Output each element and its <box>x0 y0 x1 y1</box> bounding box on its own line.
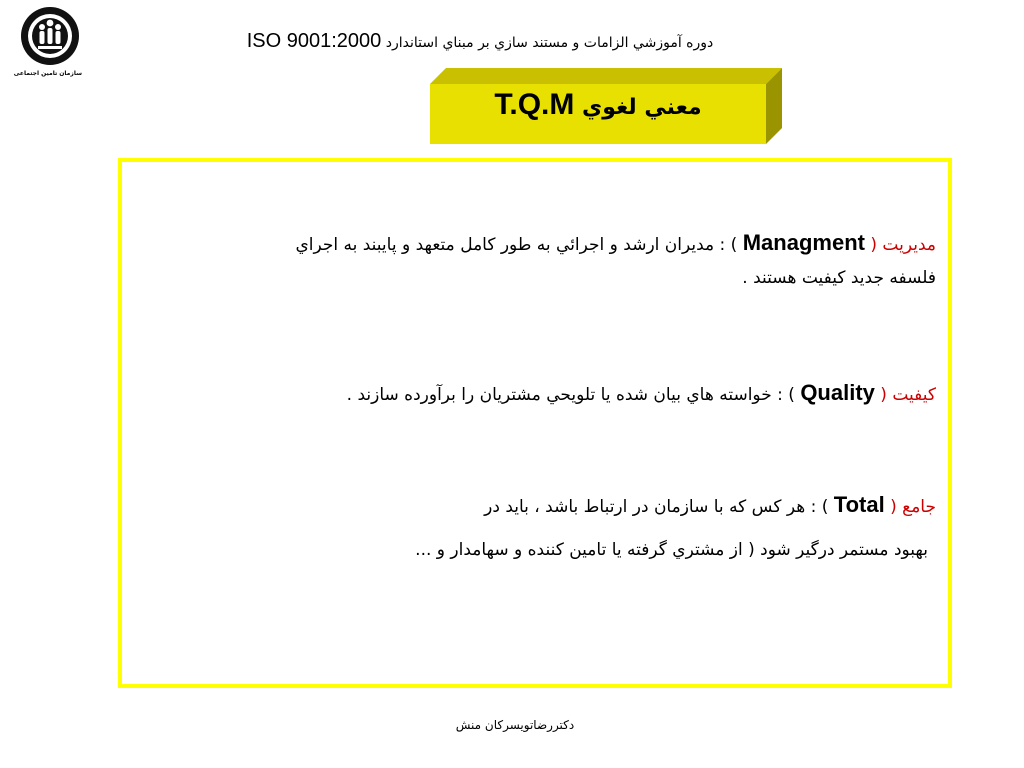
total-line-1: جامع ( Total ) : هر كس كه با سازمان در ارتباط باشد ، بايد در <box>484 492 936 517</box>
header-title <box>180 30 780 53</box>
quality-definition <box>347 376 936 412</box>
total-term-fa: جامع <box>902 497 936 517</box>
total-definition <box>415 488 936 567</box>
header-title-iso: ISO 9001:2000 <box>246 30 382 52</box>
management-line-1: مديريت ( Managment ) : مديران ارشد و اجرائي به طور كامل متعهد و پايبند به اجراي <box>295 230 936 255</box>
content-frame <box>118 158 952 688</box>
logo <box>14 6 86 86</box>
title-box <box>430 68 784 146</box>
quality-line-1: كيفيت ( Quality ) : خواسته هاي بيان شده يا تلويحي مشتريان را برآورده سازند . <box>346 380 936 405</box>
quality-term-fa: كيفيت <box>892 385 936 405</box>
quality-term-en: Quality <box>800 380 875 405</box>
page-title-fa: معني لغوي <box>582 95 702 120</box>
management-definition <box>295 226 936 295</box>
social-security-organization-logo-icon <box>14 6 86 70</box>
management-term-fa: مديريت <box>882 235 936 255</box>
logo-caption: سازمان تامین اجتماعی <box>13 70 82 77</box>
page-title-en: T.Q.M <box>494 88 575 121</box>
footer-author: دكتررضاتويسركان منش <box>455 718 575 732</box>
page-title <box>430 88 766 122</box>
management-term-en: Managment <box>742 230 865 255</box>
total-text-2: بهبود مستمر درگير شود ( از مشتري گرفته يا تامين كننده و سهامدار و ... <box>415 540 928 560</box>
quality-text-1: خواسته هاي بيان شده يا تلويحي مشتريان را برآورده سازند . <box>346 385 772 405</box>
total-term-en: Total <box>833 492 885 517</box>
header-title-fa: دوره آموزشي الزامات و مستند سازي بر مبناي استاندارد <box>385 35 714 51</box>
total-text-1: هر كس كه با سازمان در ارتباط باشد ، بايد در <box>484 497 806 517</box>
management-text-2: فلسفه جديد كيفيت هستند . <box>742 268 936 288</box>
management-text-1: مديران ارشد و اجرائي به طور كامل متعهد و پايبند به اجراي <box>295 235 715 255</box>
